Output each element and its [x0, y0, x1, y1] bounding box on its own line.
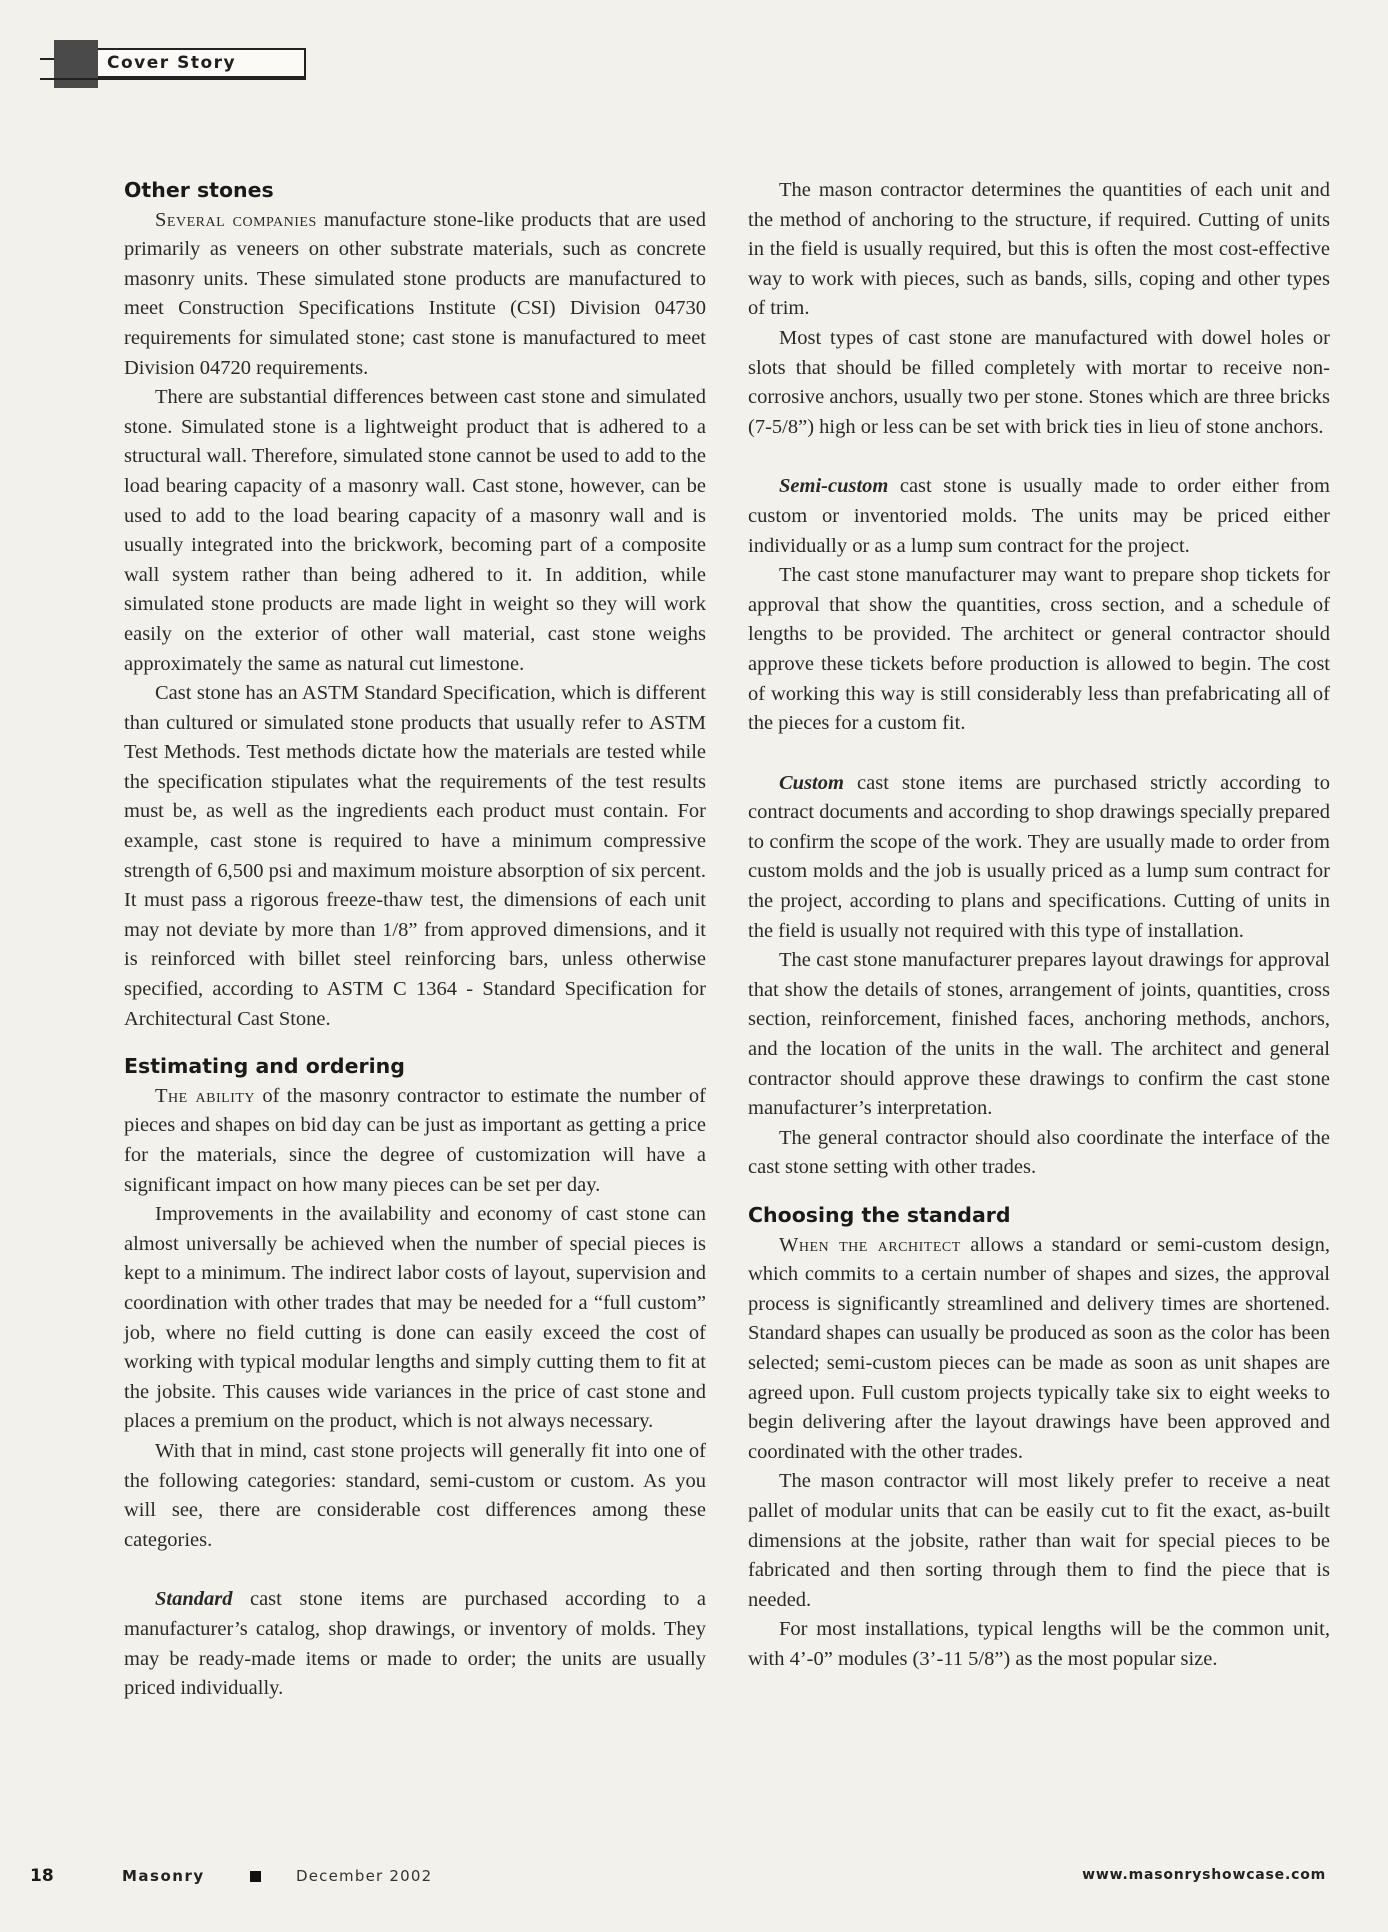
spacer — [748, 739, 1330, 769]
lead-in: When the architect — [779, 1233, 961, 1256]
paragraph: With that in mind, cast stone projects will generally fit into one of the following categories: standard, semi-custom or custom. As you will see, there are considerable cost differences among these categories. — [124, 1439, 706, 1551]
paragraph: Most types of cast stone are manufactured with dowel holes or slots that should be filled completely with mortar to receive non-corrosive anchors, usually two per stone. Stones which are three bricks (7-5/8”) high or less can be set with brick ties in lieu of stone anchors. — [748, 326, 1330, 438]
lead-in: The ability — [155, 1084, 256, 1107]
lead-in: Several companies — [155, 208, 317, 231]
paragraph: For most installations, typical lengths will be the common unit, with 4’-0” modules (3’-11 5/8”) as the most popular size. — [748, 1618, 1330, 1670]
website-url: www.masonryshowcase.com — [1082, 1867, 1326, 1883]
square-bullet-icon — [250, 1871, 261, 1882]
issue-date: December 2002 — [296, 1867, 433, 1885]
heading-choosing-standard: Choosing the standard — [748, 1203, 1011, 1227]
paragraph: The cast stone manufacturer may want to prepare shop tickets for approval that show the quantities, cross section, and a schedule of lengths to be provided. The architect or general contractor should approve these tickets before production is allowed to begin. The cost of working this way is still considerably less than prefabricating all of the pieces for a custom fit. — [748, 564, 1330, 735]
paragraph — [124, 206, 706, 384]
paragraph — [124, 1585, 706, 1703]
paragraph: The general contractor should also coordinate the interface of the cast stone setting with other trades. — [748, 1126, 1330, 1179]
spacer — [124, 1034, 706, 1052]
term-semi-custom: Semi-custom — [779, 475, 889, 498]
paragraph — [748, 769, 1330, 947]
section-header — [40, 40, 280, 88]
page-number: 18 — [30, 1866, 54, 1886]
header-rule — [40, 78, 306, 80]
paragraph: The mason contractor determines the quantities of each unit and the method of anchoring to the structure, if required. Cutting of units in the field is usually required, but this is often the most cost-effective way to work with pieces, such as bands, sills, coping and other types of trim. — [748, 179, 1330, 320]
paragraph — [124, 1082, 706, 1200]
paragraph: The mason contractor will most likely prefer to receive a neat pallet of modular units that can be easily cut to fit the exact, as-built dimensions at the jobsite, rather than wait for special pieces to be fabricated and then sorting through them to find the piece that is needed. — [748, 1470, 1330, 1611]
heading-other-stones: Other stones — [124, 178, 274, 202]
header-square-mark — [54, 40, 98, 88]
paragraph-text: cast stone items are purchased according to a manufacturer’s catalog, shop drawings, or inventory of molds. They may be ready-made items or made to order; the units are usually priced individually. — [124, 1588, 706, 1700]
term-standard: Standard — [155, 1588, 233, 1611]
spacer — [748, 1183, 1330, 1201]
right-column — [748, 176, 1330, 1675]
spacer — [748, 442, 1330, 472]
left-column — [124, 176, 706, 1704]
paragraph-text: allows a standard or semi-custom design, which commits to a certain number of shapes and sizes, the approval process is significantly streamlined and delivery times are shortened. Standard shapes can usually be produced as soon as the color has been selected; semi-custom pieces can be made as soon as unit shapes are agreed upon. Full custom projects typically take six to eight weeks to begin delivering after the layout drawings have been approved and coordinated with the other trades. — [748, 1233, 1330, 1463]
paragraph-text: cast stone is usually made to order either from custom or inventoried molds. The units may be priced either individually or as a lump sum contract for the project. — [748, 475, 1330, 557]
paragraph: There are substantial differences between cast stone and simulated stone. Simulated stone is a lightweight product that is adhered to a structural wall. Therefore, simulated stone cannot be used to add to the load bearing capacity of a masonry wall. Cast stone, however, can be used to add to the load bearing capacity of a masonry wall and is usually integrated into the brickwork, becoming part of a composite wall system rather than being adhered to it. In addition, while simulated stone products are made light in weight so they will work easily on the exterior of other wall material, cast stone weighs approximately the same as natural cut limestone. — [124, 386, 706, 675]
spacer — [124, 1555, 706, 1585]
paragraph — [748, 472, 1330, 561]
term-custom: Custom — [779, 771, 844, 794]
paragraph-text: cast stone items are purchased strictly according to contract documents and according to shop drawings specially prepared to confirm the scope of the work. They are usually made to order from custom molds and the job is usually priced as a lump sum contract for the project, according to plans and specifications. Cutting of units in the field is usually not required with this type of installation. — [748, 771, 1330, 942]
paragraph-text: of the masonry contractor to estimate the number of pieces and shapes on bid day can be just as important as getting a price for the materials, since the degree of customization will have a significant impact on how many pieces can be set per day. — [124, 1084, 707, 1196]
paragraph — [748, 1231, 1330, 1468]
heading-estimating: Estimating and ordering — [124, 1054, 405, 1079]
section-label: Cover Story — [98, 48, 306, 78]
magazine-name: Masonry — [122, 1867, 205, 1885]
paragraph: The cast stone manufacturer prepares layout drawings for approval that show the details of stones, arrangement of joints, quantities, cross section, reinforcement, finished faces, anchoring methods, anchors, and the location of the units in the wall. The architect and general contractor should approve these drawings to confirm the cast stone manufacturer’s interpretation. — [748, 949, 1330, 1120]
paragraph: Cast stone has an ASTM Standard Specification, which is different than cultured or simulated stone products that usually refer to ASTM Test Methods. Test methods dictate how the materials are tested while the specification stipulates what the requirements of the test results must be, as well as the ingredients each product must contain. For example, cast stone is required to have a minimum compressive strength of 6,500 psi and maximum moisture absorption of six percent. It must pass a rigorous freeze-thaw test, the dimensions of each unit may not deviate by more than 1/8” from approved dimensions, and it is reinforced with billet steel reinforcing bars, unless otherwise specified, according to ASTM C 1364 - Standard Specification for Architectural Cast Stone. — [124, 682, 706, 1030]
page-footer — [0, 1866, 1388, 1890]
paragraph: Improvements in the availability and economy of cast stone can almost universally be achieved when the number of special pieces is kept to a minimum. The indirect labor costs of layout, supervision and coordination with other trades that may be needed for a “full custom” job, where no field cutting is done can easily exceed the cost of working with typical modular lengths and simply cutting them to fit at the jobsite. This causes wide variances in the price of cast stone and places a premium on the product, which is not always necessary. — [124, 1203, 706, 1433]
header-rule-left — [40, 58, 54, 60]
paragraph-text: manufacture stone-like products that are used primarily as veneers on other substrate materials, such as concrete masonry units. These simulated stone products are manufactured to meet Construction Specifications Institute (CSI) Division 04730 requirements for simulated stone; cast stone is manufactured to meet Division 04720 requirements. — [124, 208, 707, 379]
